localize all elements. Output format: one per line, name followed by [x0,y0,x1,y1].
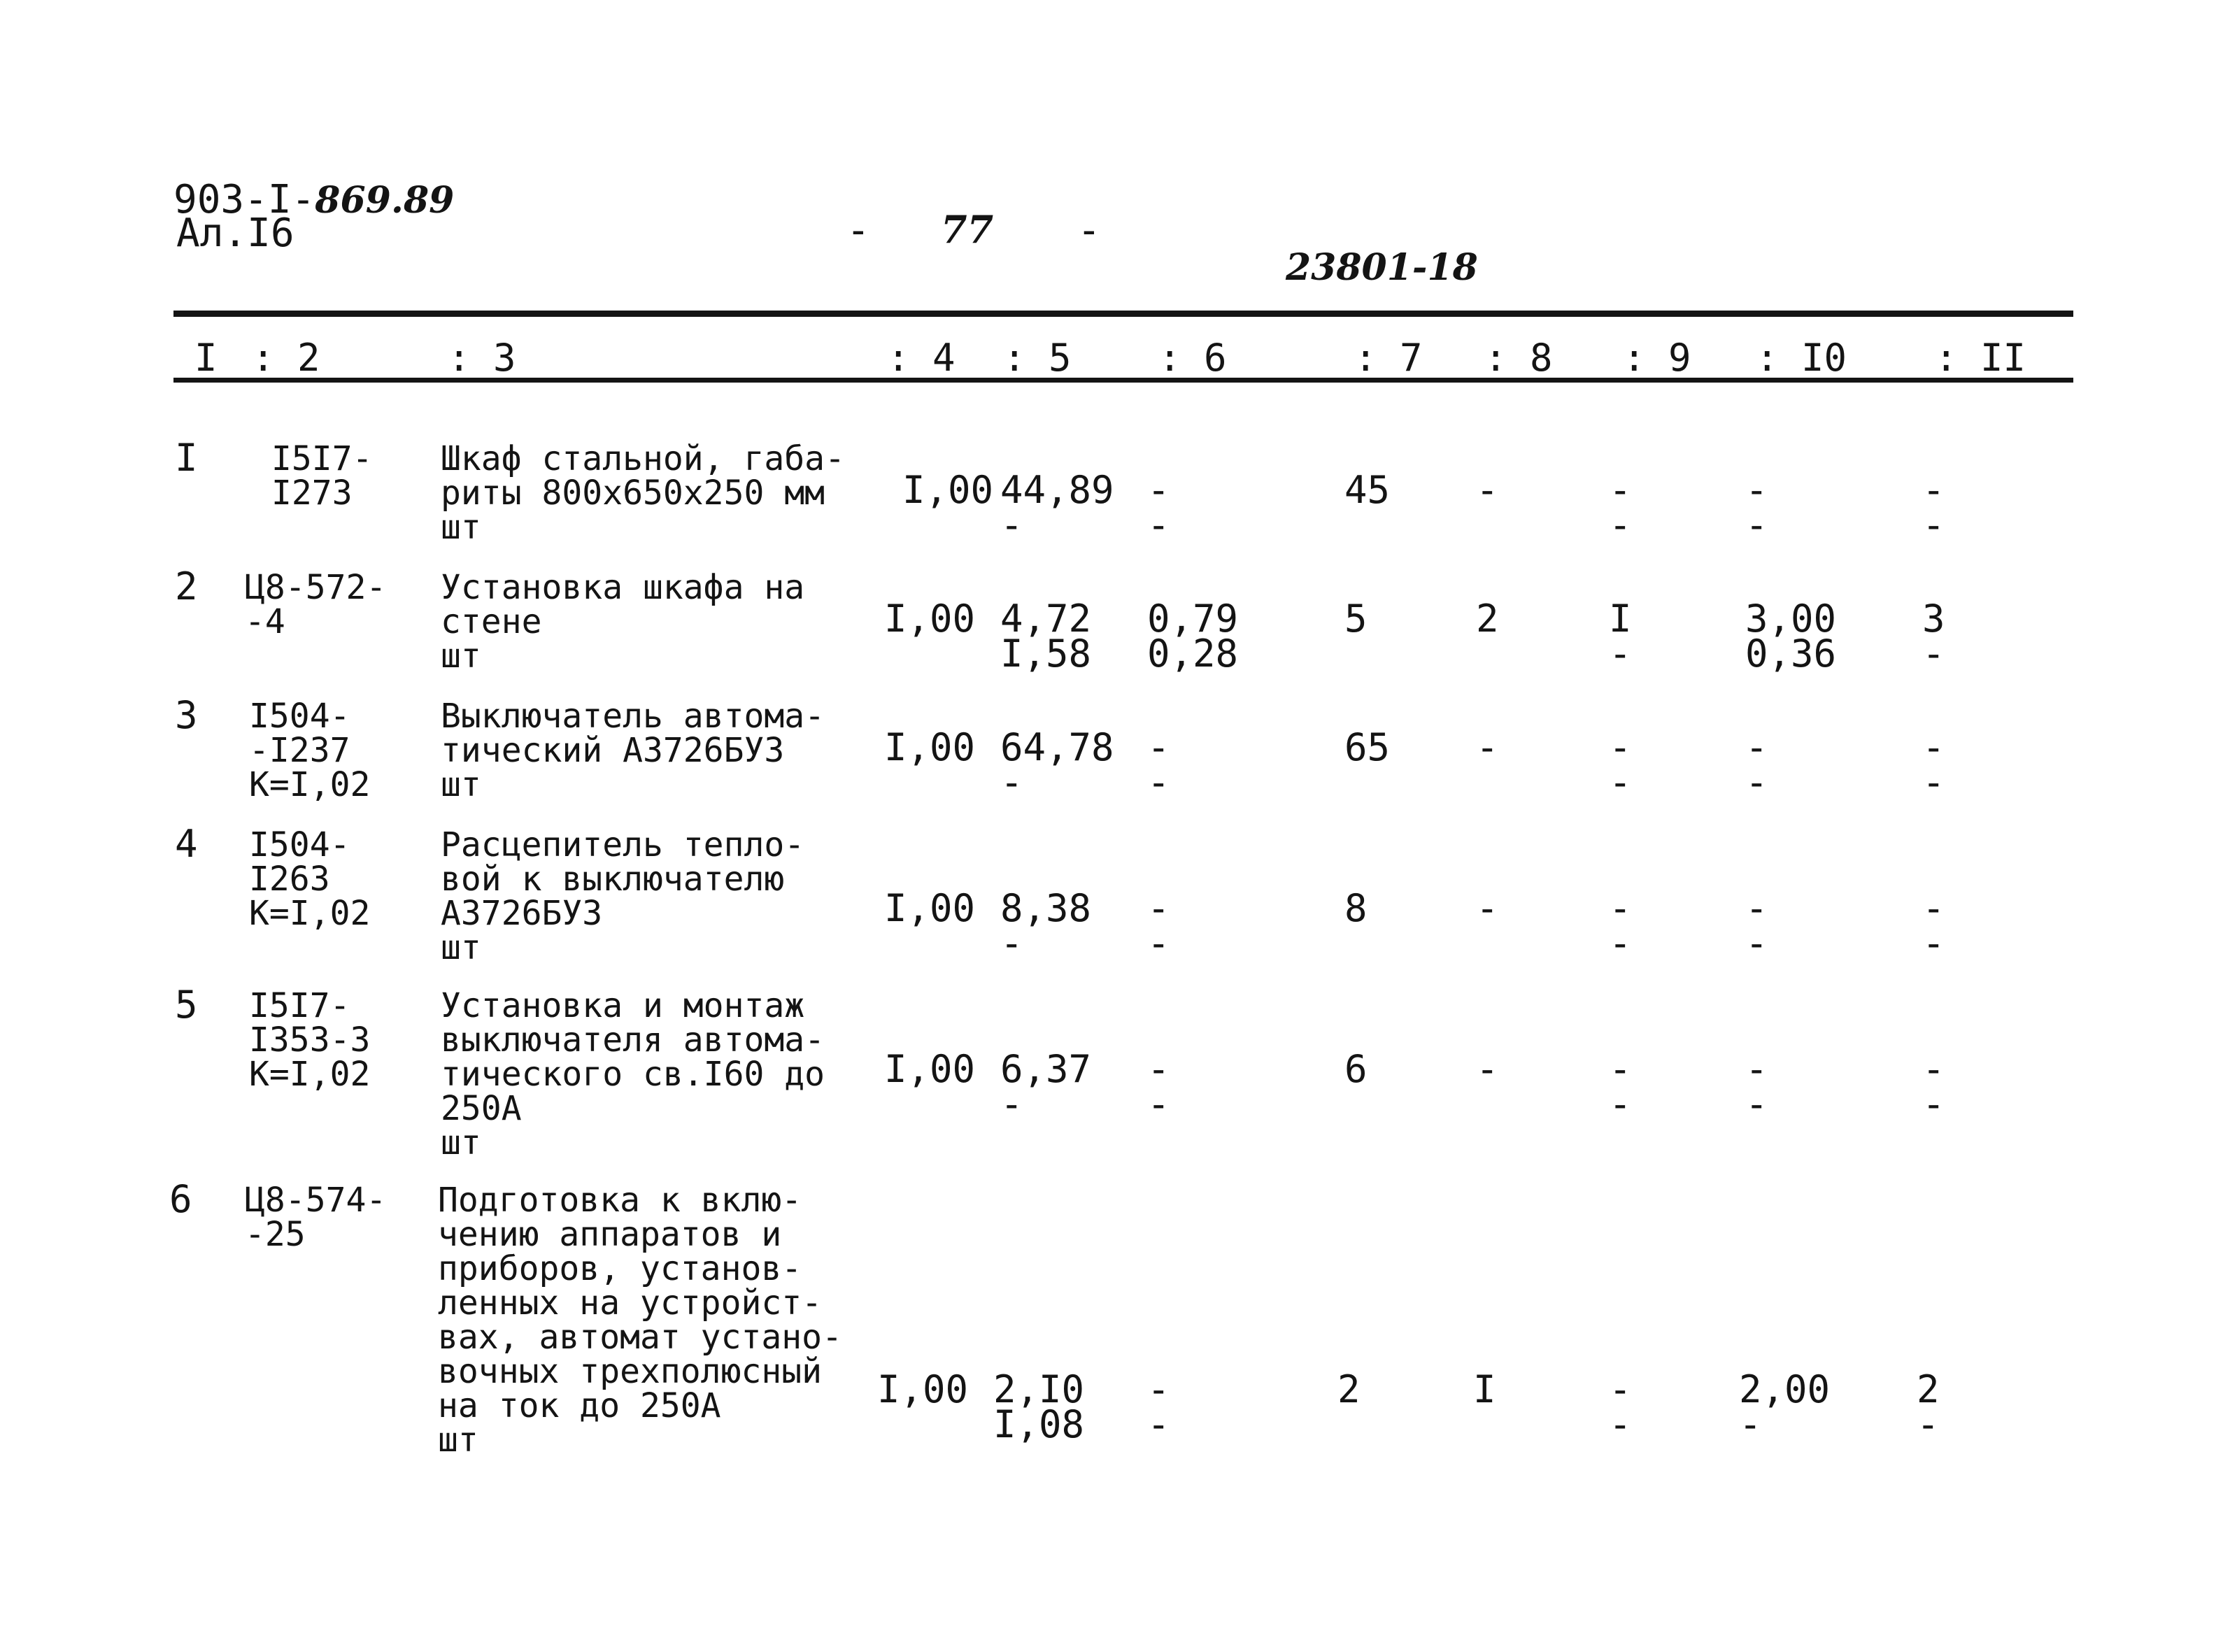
row-number: 3 [175,693,198,737]
col7-value: 5 [1344,597,1368,641]
col7-value: 2 [1337,1367,1361,1411]
col6-value: - - [1147,725,1170,804]
col6-value: - - [1147,886,1170,965]
row-number: I [175,436,198,480]
col6-value: - - [1147,1047,1170,1126]
quantity: I,00 [884,725,976,769]
page-number: 77 [941,207,994,252]
col6-value: - - [1147,468,1170,547]
col8-value: 2 [1476,597,1499,641]
col5-value: 64,78 - [1000,725,1114,804]
col5-value: 4,72 I,58 [1000,597,1092,676]
column-header-4: : 4 [887,336,956,380]
col5-value: 2,I0 I,08 [993,1367,1085,1446]
col11-value: - - [1922,468,1945,547]
column-header-2: : 2 [252,336,320,380]
price-code: I504- I263 К=I,02 [249,825,371,933]
col9-value: - - [1609,725,1632,804]
col10-value: - - [1745,886,1768,965]
col9-value: - - [1609,468,1632,547]
work-description: Расцепитель тепло- вой к выключателю А3726БУЗ шт [441,825,805,967]
col6-value: 0,79 0,28 [1147,597,1239,676]
document-code-printed: 903-I- [173,177,315,222]
col5-value: 6,37 - [1000,1047,1092,1126]
quantity: I,00 [884,597,976,641]
work-description: Установка и монтаж выключателя автома- тического св.I60 до 250А шт [441,986,825,1162]
col9-value: - - [1609,1047,1632,1126]
page-number-dash-left: - [846,208,870,253]
table-top-rule [173,311,2073,317]
quantity: I,00 [902,468,994,512]
col6-value: - - [1147,1367,1170,1446]
column-header-6: : 6 [1158,336,1227,380]
column-header-11: : II [1935,336,2026,380]
page-number-dash-right: - [1077,208,1101,253]
price-code: I5I7- I273 [271,439,373,513]
col9-value: - - [1609,1367,1632,1446]
col11-value: - - [1922,886,1945,965]
col7-value: 6 [1344,1047,1368,1091]
col10-value: - - [1745,1047,1768,1126]
row-number: 4 [175,822,198,866]
col11-value: 3 - [1922,597,1945,676]
work-description: Установка шкафа на стене шт [441,568,805,676]
column-header-1: I [194,336,218,380]
col9-value: I - [1609,597,1632,676]
col5-value: 44,89 - [1000,468,1114,547]
archive-number: 23801-18 [1286,246,1478,289]
row-number: 2 [175,564,198,608]
column-header-3: : 3 [448,336,516,380]
col10-value: 3,00 0,36 [1745,597,1837,676]
col7-value: 65 [1344,725,1391,769]
col7-value: 45 [1344,468,1391,512]
col8-value: - [1476,1047,1499,1091]
col8-value: - [1476,886,1499,930]
col10-value: - - [1745,725,1768,804]
col10-value: - - [1745,468,1768,547]
col5-value: 8,38 - [1000,886,1092,965]
price-code: Ц8-574- -25 [245,1181,387,1254]
album-label: Ал.I6 [176,211,294,256]
col10-value: 2,00 - [1739,1367,1831,1446]
col11-value: - - [1922,725,1945,804]
column-header-10: : I0 [1756,336,1847,380]
col8-value: I [1473,1367,1496,1411]
column-header-5: : 5 [1003,336,1072,380]
row-number: 6 [169,1177,192,1221]
column-header-row [173,336,2073,380]
column-header-8: : 8 [1484,336,1553,380]
work-description: Подготовка к вклю- чению аппаратов и приборов, установ- ленных на устройст- вах, автомат устано- вочных трехполюсный на ток до 250А шт [438,1181,842,1460]
price-code: I5I7- I353-3 К=I,02 [249,986,371,1094]
document-code-handwritten: 869.89 [315,179,455,222]
row-number: 5 [175,983,198,1027]
quantity: I,00 [877,1367,969,1411]
col11-value: - - [1922,1047,1945,1126]
work-description: Выключатель автома- тический А3726БУЗ шт [441,697,825,804]
col8-value: - [1476,725,1499,769]
col7-value: 8 [1344,886,1368,930]
price-code: I504- -I237 К=I,02 [249,697,371,804]
quantity: I,00 [884,886,976,930]
col8-value: - [1476,468,1499,512]
col11-value: 2 - [1917,1367,1940,1446]
col9-value: - - [1609,886,1632,965]
column-header-7: : 7 [1354,336,1423,380]
column-header-9: : 9 [1623,336,1691,380]
work-description: Шкаф стальной, габа- риты 800х650х250 мм шт [441,439,845,547]
quantity: I,00 [884,1047,976,1091]
price-code: Ц8-572- -4 [245,568,387,641]
